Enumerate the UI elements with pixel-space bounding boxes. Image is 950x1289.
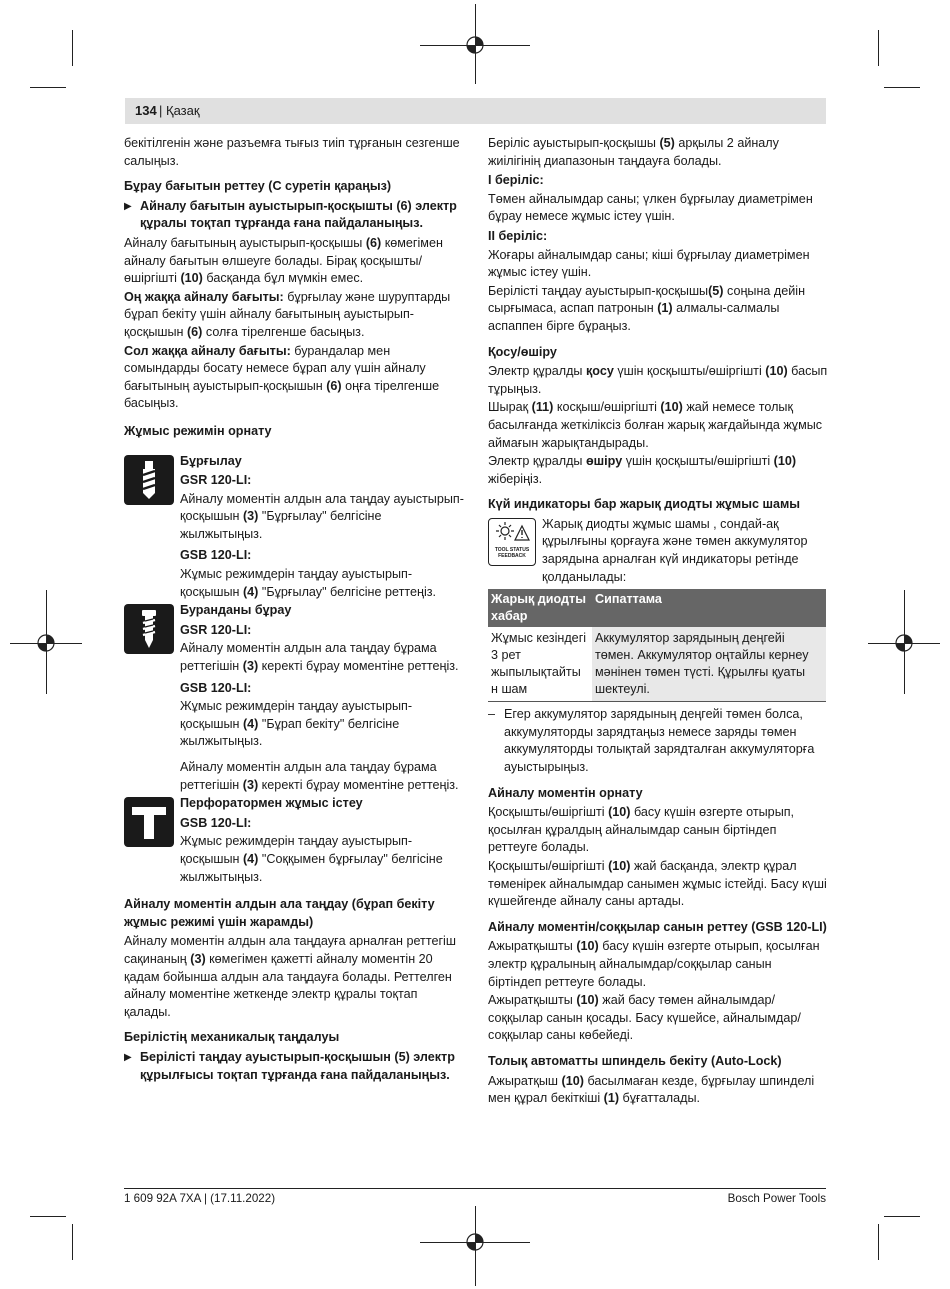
gear-heading: Берілістің механикалық таңдалуы	[124, 1030, 340, 1045]
registration-mark-icon	[465, 1232, 485, 1252]
mode-screwing-text-torque: Айналу моментін алдын ала таңдау бұрама реттегішін (3) керекті бұрау моментіне реттеңіз.	[180, 760, 459, 792]
registration-mark-icon	[465, 35, 485, 55]
footer-doc-number: 1 609 92A 7XA | (17.11.2022)	[124, 1192, 276, 1205]
left-column	[124, 135, 464, 1086]
onoff-heading: Қосу/өшіру	[488, 344, 557, 359]
autolock-paragraph: Ажыратқыш (10) басылмаған кезде, бұрғылау шпинделі мен құрал бекіткіші (1) бұғатталады.	[488, 1073, 815, 1106]
torque-heading: Айналу моментін орнату	[488, 785, 643, 800]
footer-rule	[124, 1188, 826, 1189]
mode-hammer-text-gsb: Жұмыс режимдерін таңдау ауыстырып-қосқышын (4) "Соққымен бұрғылау" белгісіне жылжытыңыз.	[180, 834, 443, 884]
header-separator: |	[159, 103, 163, 118]
hammer-drill-icon	[124, 797, 174, 847]
torque-preselect-heading: Айналу моментін алдын ала таңдау (бұрап бекіту жұмыс режимі үшін жарамды)	[124, 897, 435, 929]
crop-mark	[72, 30, 73, 66]
crop-mark	[30, 1216, 66, 1217]
on-paragraph: Электр құралды қосу үшін қосқышты/өшіргішті (10) басып тұрыңыз.	[488, 364, 828, 396]
left-direction-paragraph: Сол жаққа айналу бағыты: бурандалар мен сомындарды босату немесе бұрап алу үшін айналу бағытының ауыстырып-қосқышын (6) оңға тірелгенше басыңыз.	[124, 343, 440, 411]
battery-dash-text: Егер аккумулятор зарядының деңгейі төмен болса, аккумуляторды зарядтаңыз немесе заряды төмен аккумуляторды толықтай зарядталған аккумуляторға ауыстырыңыз.	[504, 707, 815, 775]
gear1-text: Төмен айналымдар саны; үлкен бұрғылау диаметрімен бұрау немесе жұмыс істеу үшін.	[488, 191, 813, 224]
crop-mark	[72, 1224, 73, 1260]
page-number: 134	[135, 103, 157, 118]
intro-paragraph: бекітілгенін және разъемға тығыз тиіп тұрғанын сезгенше салыңыз.	[124, 136, 460, 168]
crop-mark	[884, 87, 920, 88]
led-heading: Күй индикаторы бар жарық диодты жұмыс шамы	[488, 497, 801, 512]
registration-mark-icon	[894, 633, 914, 653]
bullet-arrow-icon: ▶	[124, 200, 132, 212]
gear-warning-text: Берілісті таңдау ауыстырып-қосқышын (5) электр құрылғысы тоқтап тұрғанда ғана пайдаланыңыз.	[140, 1049, 455, 1082]
direction-warning	[124, 198, 464, 233]
registration-mark-icon	[36, 633, 56, 653]
tool-status-feedback-icon	[488, 518, 536, 566]
tool-status-feedback-label: TOOL STATUS FEEDBACK	[494, 546, 530, 559]
mode-drilling-text-gsr: Айналу моментін алдын ала таңдау ауыстырып-қосқышын (3) "Бұрғылау" белгісіне жылжытыңыз.	[180, 491, 464, 541]
off-paragraph: Электр құралды өшіру үшін қосқышты/өшіргішті (10) жіберіңіз.	[488, 454, 797, 486]
right-column	[488, 135, 828, 1109]
gear-warning	[124, 1049, 464, 1084]
mode-drilling	[124, 453, 464, 603]
torque-paragraph-1: Қосқышты/өшіргішті (10) басу күшін өзгерте отырып, қосылған құралдың айналымдар санын біртіндеп реттеуге болады.	[488, 805, 795, 855]
mode-drilling-title: Бұрғылау	[180, 453, 242, 468]
mode-screwing	[124, 602, 464, 795]
mode-drilling-text-gsb: Жұмыс режимдерін таңдау ауыстырып-қосқышын (4) "Бұрғылау" белгісіне реттеңіз.	[180, 567, 437, 599]
mode-screwing-text-gsr: Айналу моментін алдын ала таңдау бұрама реттегішін (3) керекті бұрау моментіне реттеңіз.	[180, 641, 459, 674]
crop-mark	[884, 1216, 920, 1217]
mode-hammer-model-gsb: GSB 120-LI:	[180, 815, 252, 830]
section-language: Қазақ	[166, 103, 200, 118]
gear2-label: II беріліс:	[488, 228, 548, 243]
mode-hammer-title: Перфоратормен жұмыс істеу	[180, 796, 363, 811]
mode-drilling-model-gsr: GSR 120-LI:	[180, 473, 252, 488]
mode-drilling-model-gsb: GSB 120-LI:	[180, 548, 252, 563]
gear1-label: I беріліс:	[488, 173, 544, 188]
led-table-cell: Жұмыс кезіндегі 3 рет жыпылықтайты н шам	[491, 631, 587, 697]
gear2-text: Жоғары айналымдар саны; кіші бұрғылау диаметрімен жұмыс істеу үшін.	[488, 247, 810, 280]
page-header	[125, 98, 826, 124]
mode-heading: Жұмыс режимін орнату	[124, 423, 272, 438]
impact-paragraph-2: Ажыратқышты (10) жай басу төмен айналымдар/ соққылар санын қосады. Басу күшейсе, айналымдар/ соққылар саны көбейеді.	[488, 993, 801, 1043]
autolock-heading: Толық автоматты шпиндель бекіту (Auto-Lock)	[488, 1053, 782, 1068]
led-paragraph: Жарық диодты жұмыс шамы , сондай-ақ құрылғыны қорғауға және төмен аккумулятор зарядына арналған күй индикаторы ретінде қолданылады:	[542, 516, 808, 584]
screw-icon	[124, 604, 174, 654]
crop-mark	[878, 30, 879, 66]
led-table-cell: Аккумулятор зарядының деңгейі төмен. Аккумулятор оңтайлы кернеу мәнінен төмен түсті. Құрылғы қуаты шектеулі.	[592, 627, 826, 702]
torque-preselect-paragraph: Айналу моментін алдын ала таңдауға арналған реттегіш сақинаның (3) көмегімен қажетті айналу моментін 20 қадам бойынша алдын ала таңдауға болады. Реттелген айналу моментіне жеткенде электр құралы тоқтап қалады.	[124, 934, 456, 1019]
mode-hammer	[124, 795, 464, 887]
mode-screwing-text-gsb: Жұмыс режимдерін таңдау ауыстырып-қосқышын (4) "Бұрап бекіту" белгісіне жылжытыңыз.	[180, 699, 413, 749]
mode-screwing-model-gsb: GSB 120-LI:	[180, 680, 252, 695]
led-table-header: Сипаттама	[592, 589, 826, 627]
crop-mark	[30, 87, 66, 88]
mode-screwing-model-gsr: GSR 120-LI:	[180, 622, 252, 637]
direction-warning-text: Айналу бағытын ауыстырып-қосқышты (6) электр құралы тоқтап тұрғанда ғана пайдаланыңыз.	[140, 198, 457, 231]
led-table	[488, 589, 826, 702]
right-direction-paragraph: Оң жаққа айналу бағыты: бұрғылау және шуруптарды бұрап бекіту үшін айналу бағытының ауыстырып-қосқышын (6) солға тірелгенше басыңыз.	[124, 289, 451, 339]
crop-mark	[878, 1224, 879, 1260]
drill-bit-icon	[124, 455, 174, 505]
footer-brand: Bosch Power Tools	[727, 1192, 826, 1205]
impact-heading: Айналу моментін/соққылар санын реттеу (GSB 120-LI)	[488, 919, 827, 934]
direction-paragraph: Айналу бағытының ауыстырып-қосқышы (6) көмегімен айналу бағытын өлшеуге болады. Бірақ қосқышты/ өшіргішті (10) басқанда бұл мүмкін емес.	[124, 235, 443, 286]
impact-paragraph-1: Ажыратқышты (10) басу күшін өзгерте отырып, қосылған электр құралының айналымдар/соққылар санын біртіндеп реттеуге болады.	[488, 939, 820, 989]
table-row	[488, 627, 826, 702]
battery-dash-item: – Егер аккумулятор зарядының деңгейі төмен болса, аккумуляторды зарядтаңыз немесе заряды төмен аккумуляторды толықтай зарядталған аккумуляторға ауыстырыңыз.	[488, 706, 828, 776]
mode-screwing-title: Буранданы бұрау	[180, 603, 292, 618]
light-paragraph: Шырақ (11) косқыш/өшіргішті (10) жай немесе толық басылғанда жеткіліксіз болған жарық жағдайында жұмыс аймағын жарықтандырады.	[488, 400, 823, 450]
torque-paragraph-2: Қосқышты/өшіргішті (10) жай басқанда, электр құрал төменірек айналымдар санымен жұмыс істейді. Басу күші күшейгенде айналу саны артады.	[488, 859, 827, 909]
direction-heading: Бұрау бағытын реттеу (C суретін қараңыз)	[124, 179, 392, 194]
led-table-header: Жарық диодты хабар	[488, 589, 592, 627]
led-section	[488, 516, 828, 587]
bullet-arrow-icon: ▶	[124, 1051, 132, 1063]
gear-select-paragraph: Берілісті таңдау ауыстырып-қосқышы(5) соңына дейін сырғымаса, аспап патронын (1) алмалы-салмалы аспаппен бірге бұраңыз.	[488, 283, 806, 333]
gear-paragraph: Беріліс ауыстырып-қосқышы (5) арқылы 2 айналу жиілігінің диапазонын таңдауға болады.	[488, 136, 779, 168]
